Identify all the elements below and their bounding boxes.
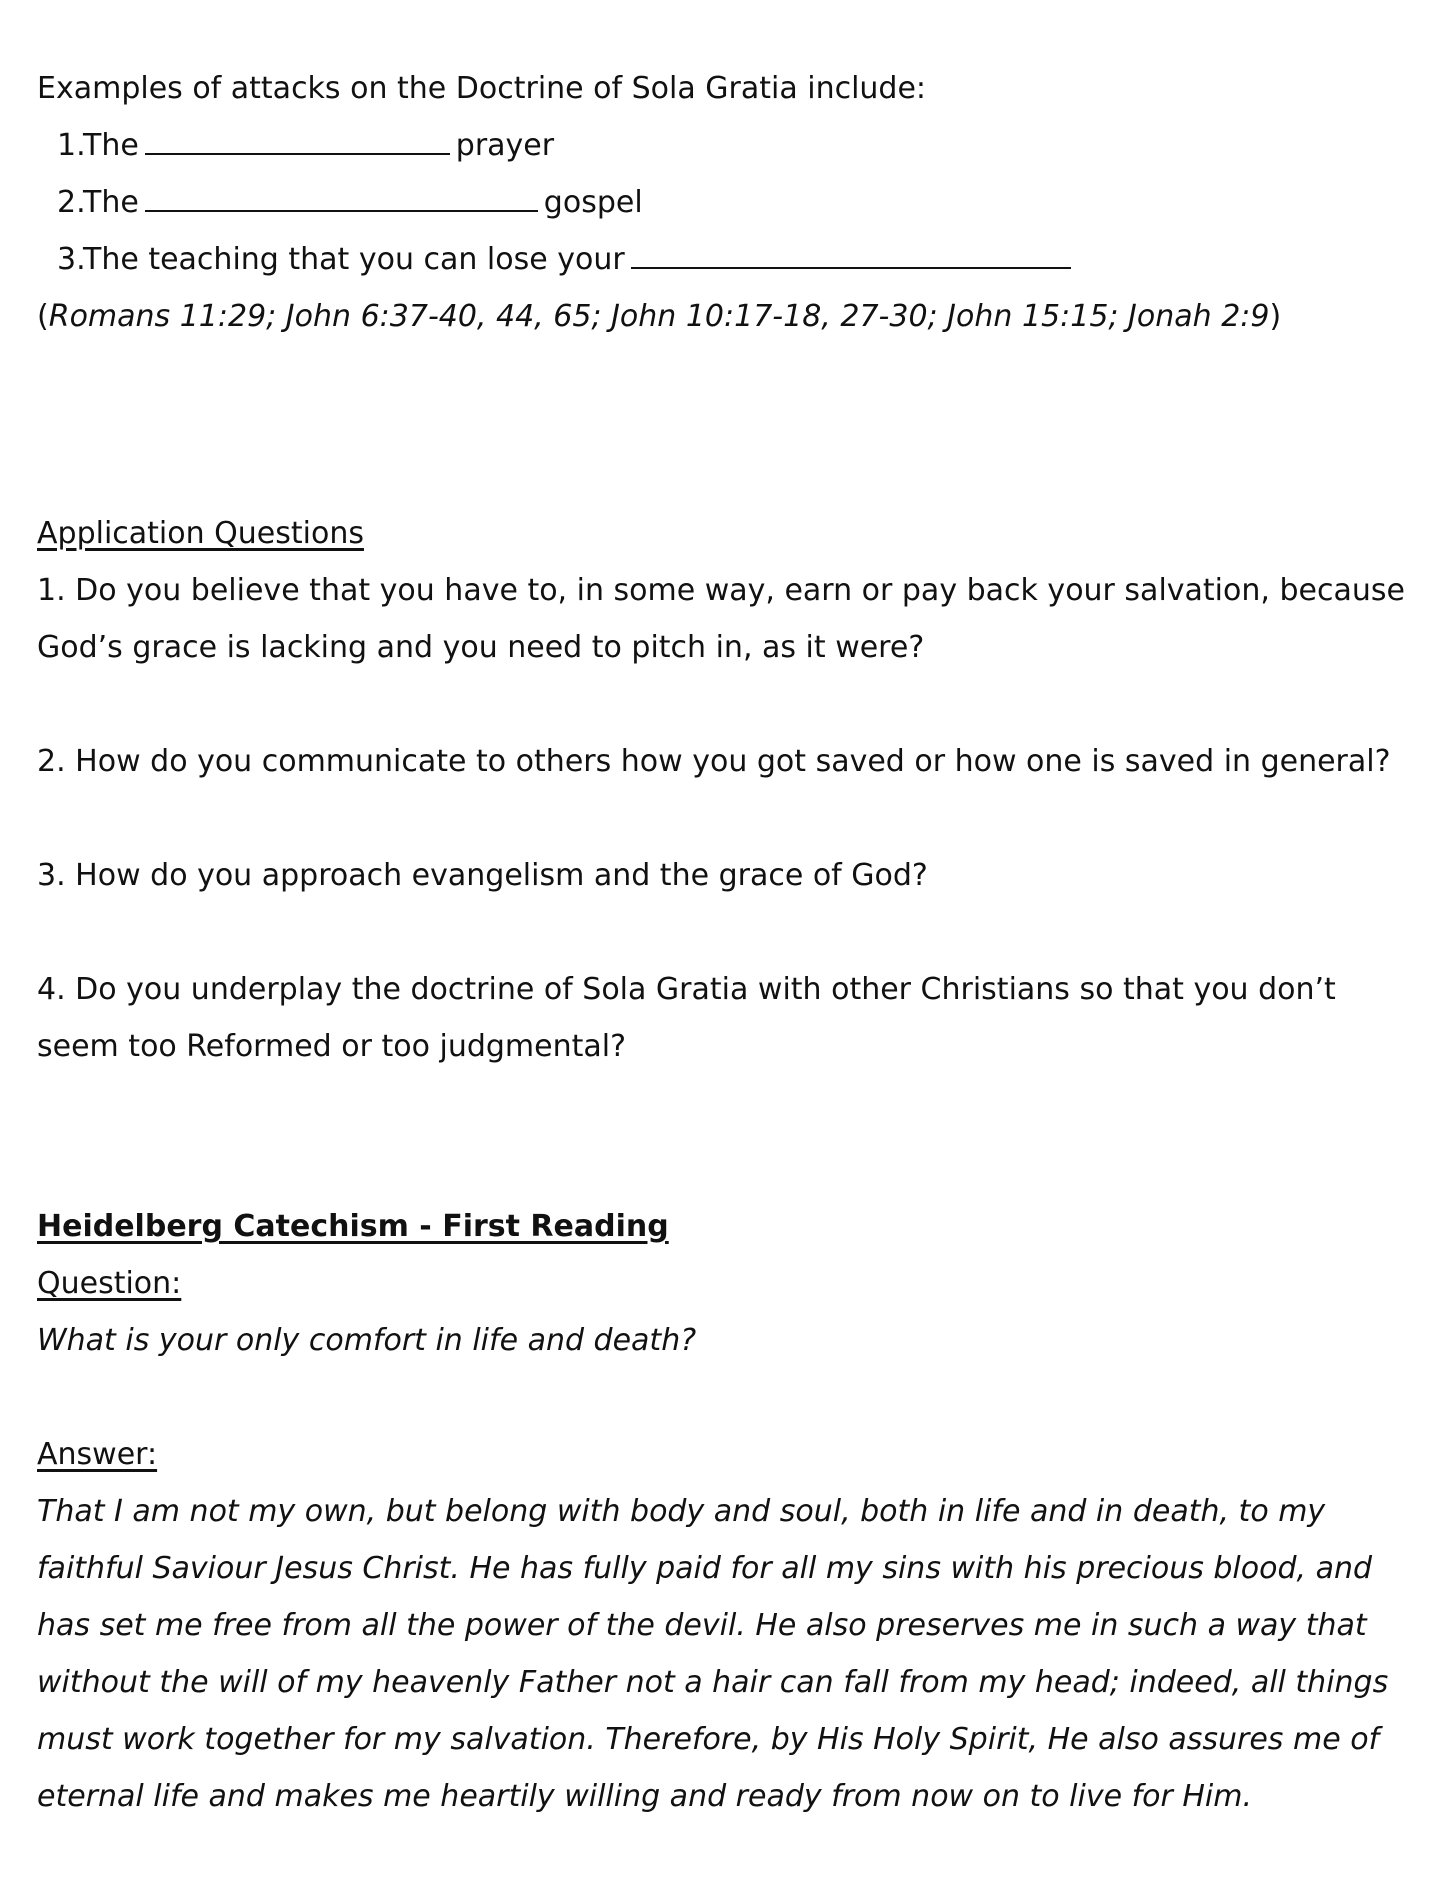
attack-item-number: 3. — [57, 242, 86, 277]
attack-item-number: 2. — [57, 185, 86, 220]
refs-close-paren: ) — [1269, 299, 1282, 334]
attack-item-prefix: The — [83, 185, 139, 220]
catechism-question: What is your only comfort in life and death? — [37, 1323, 697, 1358]
document-page — [37, 60, 1417, 1825]
application-heading — [37, 505, 1417, 562]
catechism-heading — [37, 1198, 1417, 1255]
attack-item-prefix: The — [83, 128, 139, 163]
answer-label — [37, 1426, 1417, 1483]
attack-item-2 — [37, 174, 1417, 231]
attack-item-number: 1. — [57, 128, 86, 163]
attack-item-suffix: prayer — [455, 128, 555, 163]
attack-item-prefix: The teaching that you can lose your — [83, 242, 625, 277]
fill-in-blank-1 — [145, 127, 450, 155]
refs-text: Romans 11:29; John 6:37-40, 44, 65; John 10:17-18, 27-30; John 15:15; Jonah 2:9 — [48, 299, 1270, 334]
fill-in-blank-3 — [631, 241, 1071, 269]
application-question-2: 2. How do you communicate to others how you got saved or how one is saved in general? — [37, 744, 1391, 779]
attack-item-3 — [37, 231, 1417, 288]
answer-label-text: Answer: — [37, 1437, 158, 1472]
question-label-text: Question: — [37, 1266, 182, 1301]
application-heading-text: Application Questions — [37, 516, 364, 551]
attack-item-suffix: gospel — [543, 185, 643, 220]
catechism-heading-text: Heidelberg Catechism - First Reading — [37, 1209, 669, 1244]
application-question-4: 4. Do you underplay the doctrine of Sola Gratia with other Christians so that you don’t seem too Reformed or too judgmental? — [37, 972, 1336, 1064]
attacks-intro: Examples of attacks on the Doctrine of Sola Gratia include: — [37, 71, 927, 106]
application-question-1: 1. Do you believe that you have to, in some way, earn or pay back your salvation, because God’s grace is lacking and you need to pitch in, as it were? — [37, 573, 1405, 665]
refs-open-paren: ( — [37, 299, 49, 334]
question-label — [37, 1255, 1417, 1312]
application-question-3: 3. How do you approach evangelism and the grace of God? — [37, 858, 928, 893]
catechism-answer: That I am not my own, but belong with body and soul, both in life and in death, to my faithful Saviour Jesus Christ. He has fully paid for all my sins with his precious blood, and has set me free from all the power of the devil. He also preserves me in such a way that without the will of my heavenly Father not a hair can fall from my head; indeed, all things must work together for my salvation. Therefore, by His Holy Spirit, He also assures me of eternal life and makes me heartily willing and ready from now on to live for Him. — [37, 1494, 1389, 1814]
fill-in-blank-2 — [145, 184, 538, 212]
scripture-references — [37, 288, 1417, 345]
attack-item-1 — [37, 117, 1417, 174]
